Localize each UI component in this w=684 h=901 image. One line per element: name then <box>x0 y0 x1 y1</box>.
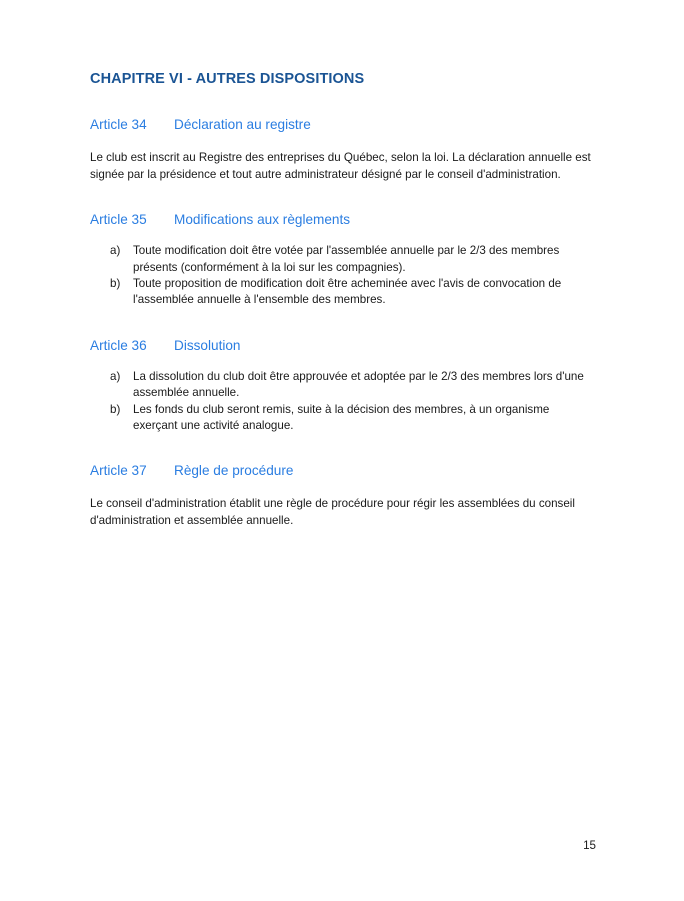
list-item-text: Toute modification doit être votée par l'assemblée annuelle par le 2/3 des membres présents (conformément à la loi sur les compagnies). <box>133 244 560 274</box>
list-item-marker: b) <box>110 402 121 416</box>
list-item-text: Les fonds du club seront remis, suite à la décision des membres, à un organisme exerçant une activité analogue. <box>133 402 550 432</box>
list-item <box>90 276 596 309</box>
list-item <box>90 369 596 402</box>
article-title-37: Règle de procédure <box>174 463 294 479</box>
article-heading-34 <box>90 117 596 134</box>
article-number-36: Article 36 <box>90 337 147 353</box>
article-number-37: Article 37 <box>90 463 147 479</box>
article-section-34 <box>90 117 596 183</box>
spacer <box>90 134 596 150</box>
article-paragraph-34: Le club est inscrit au Registre des entreprises du Québec, selon la loi. La déclaration annuelle est signée par la présidence et tout autre administrateur désigné par le conseil d'administration. <box>90 151 591 181</box>
list-item <box>90 402 596 435</box>
list-item-marker: a) <box>110 369 121 383</box>
list-item-text: Toute proposition de modification doit être acheminée avec l'avis de convocation de l'assemblée annuelle à l'ensemble des membres. <box>133 276 562 307</box>
list-item-text: La dissolution du club doit être approuvée et adoptée par le 2/3 des membres lors d'une assemblée annuelle. <box>133 369 584 400</box>
article-section-37 <box>90 463 596 529</box>
spacer <box>90 480 596 496</box>
article-title-35: Modifications aux règlements <box>174 212 351 228</box>
spacer <box>90 355 596 369</box>
list-item <box>90 243 596 276</box>
article-item-list-35 <box>90 243 596 309</box>
article-item-list-36 <box>90 369 596 435</box>
article-number-34: Article 34 <box>90 117 147 133</box>
article-title-36: Dissolution <box>174 337 241 353</box>
page-title: CHAPITRE VI - AUTRES DISPOSITIONS <box>90 71 365 87</box>
article-section-35 <box>90 212 596 309</box>
list-item-marker: a) <box>110 244 121 258</box>
article-paragraph-37: Le conseil d'administration établit une règle de procédure pour régir les assemblées du conseil d'administration et assemblée annuelle. <box>90 497 575 527</box>
article-number-35: Article 35 <box>90 212 147 228</box>
article-title-34: Déclaration au registre <box>174 117 311 133</box>
spacer <box>90 183 596 212</box>
spacer <box>90 434 596 463</box>
list-item-marker: b) <box>110 276 121 290</box>
page-content <box>90 0 596 529</box>
article-section-36 <box>90 338 596 435</box>
article-heading-35 <box>90 212 596 229</box>
article-heading-36 <box>90 338 596 355</box>
spacer <box>90 229 596 243</box>
article-heading-37 <box>90 463 596 480</box>
page-number: 15 <box>583 839 596 852</box>
spacer <box>90 309 596 338</box>
spacer <box>90 88 596 117</box>
